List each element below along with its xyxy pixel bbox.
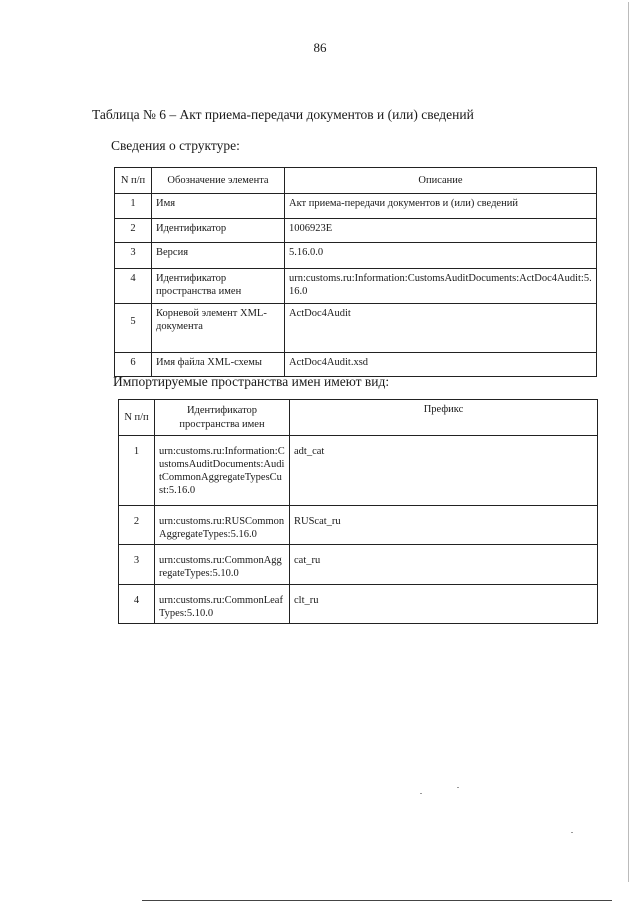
table-row [115,243,597,269]
table-header-row [119,400,598,436]
element-description: ActDoc4Audit.xsd [285,353,597,377]
table-row [115,304,597,353]
element-description: 5.16.0.0 [285,243,597,269]
scan-speck [571,832,573,833]
element-description: ActDoc4Audit [285,304,597,353]
scan-speck [457,787,459,788]
row-number: 3 [119,545,155,584]
element-name: Идентификатор [152,219,285,243]
column-header-number: N п/п [119,400,155,436]
element-name: Корневой элемент XML-документа [152,304,285,353]
column-header-namespace-id: Идентификатор пространства имен [155,400,290,436]
column-header-element: Обозначение элемента [152,168,285,194]
table-row [119,436,598,506]
row-number: 5 [115,304,152,353]
table-row [119,545,598,584]
column-header-number: N п/п [115,168,152,194]
row-number: 2 [119,506,155,545]
row-number: 3 [115,243,152,269]
namespace-id: urn:customs.ru:Information:CustomsAuditDocuments:AuditCommonAggregateTypesCust:5.16.0 [155,436,290,506]
namespace-id: urn:customs.ru:CommonLeafTypes:5.10.0 [155,584,290,623]
row-number: 1 [115,194,152,219]
scan-speck [420,793,422,794]
namespace-prefix: cat_ru [290,545,598,584]
namespaces-table [118,399,598,624]
table-row [115,269,597,304]
scan-bottom-edge [142,900,612,901]
element-name: Имя [152,194,285,219]
namespace-prefix: clt_ru [290,584,598,623]
row-number: 6 [115,353,152,377]
namespace-id: urn:customs.ru:CommonAggregateTypes:5.10.0 [155,545,290,584]
structure-table [114,167,597,377]
row-number: 4 [119,584,155,623]
table-row [115,194,597,219]
element-name: Версия [152,243,285,269]
column-header-description: Описание [285,168,597,194]
table-row [115,353,597,377]
element-name: Имя файла XML-схемы [152,353,285,377]
element-description: 1006923E [285,219,597,243]
element-name: Идентификатор пространства имен [152,269,285,304]
element-description: urn:customs.ru:Information:CustomsAuditDocuments:ActDoc4Audit:5.16.0 [285,269,597,304]
row-number: 1 [119,436,155,506]
table-header-row [115,168,597,194]
table-row [119,584,598,623]
column-header-prefix: Префикс [290,400,598,436]
row-number: 2 [115,219,152,243]
table-title: Таблица № 6 – Акт приема-передачи документов и (или) сведений [92,107,474,122]
row-number: 4 [115,269,152,304]
namespace-id: urn:customs.ru:RUSCommonAggregateTypes:5.16.0 [155,506,290,545]
namespace-prefix: adt_cat [290,436,598,506]
page-number: 86 [313,40,327,55]
table-row [119,506,598,545]
element-description: Акт приема-передачи документов и (или) сведений [285,194,597,219]
scan-edge-line [628,2,629,882]
table-row [115,219,597,243]
namespace-prefix: RUScat_ru [290,506,598,545]
section-heading-namespaces: Импортируемые пространства имен имеют вид: [113,374,390,389]
section-heading-structure: Сведения о структуре: [111,138,240,153]
